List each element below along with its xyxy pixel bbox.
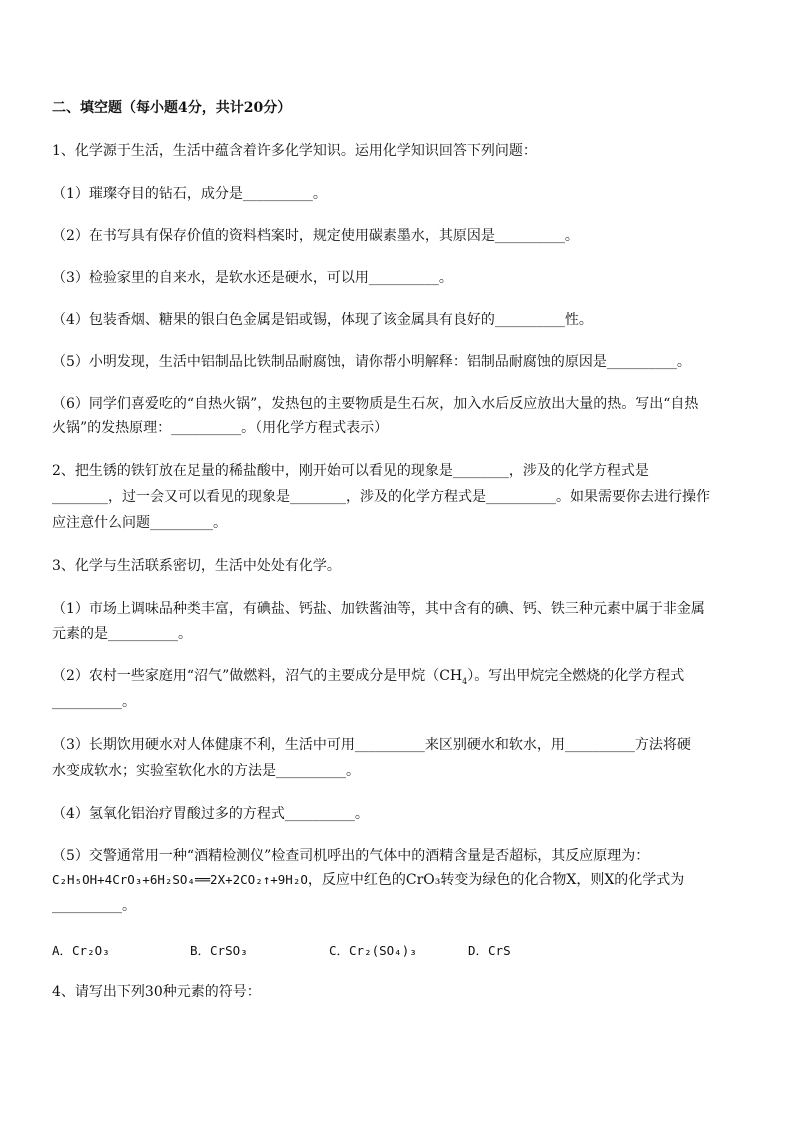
q3-part2-text-b: ）。写出甲烷完全燃烧的化学方程式 — [467, 668, 685, 684]
q3-part5-line1: （5）交警通常用一种“酒精检测仪”检查司机呼出的气体中的酒精含量是否超标，其反应原理为： — [52, 848, 650, 864]
q1-part1: （1）璀璨夺目的钻石，成分是__________。 — [52, 186, 327, 202]
q1-part6-line1: （6）同学们喜爱吃的“自热火锅”，发热包的主要物质是生石灰，加入水后反应放出大量的热。写出“自热 — [52, 396, 699, 412]
q3-part2-text-a: （2）农村一些家庭用“沼气”做燃料，沼气的主要成分是甲烷（CH — [52, 668, 463, 684]
option-c[interactable]: C．Cr₂(SO₄)₃ — [329, 943, 417, 958]
q3-part3-line2: 水变成软水；实验室软化水的方法是__________。 — [52, 763, 360, 779]
q2-line3: 应注意什么问题_________。 — [52, 515, 227, 531]
q1-part4: （4）包装香烟、糖果的银白色金属是铝或锡，体现了该金属具有良好的__________性。 — [52, 312, 593, 328]
q3-part5-line2-text: ，反应中红色的CrO₃转变为绿色的化合物X，则X的化学式为 — [307, 872, 685, 888]
q3-part1-line1: （1）市场上调味品种类丰富，有碘盐、钙盐、加铁酱油等，其中含有的碘、钙、铁三种元素中属于非金属 — [52, 601, 705, 617]
q2-line2: ________，过一会又可以看见的现象是________，涉及的化学方程式是__________。如果需要你去进行操作 — [52, 489, 710, 505]
option-b[interactable]: B．CrSO₃ — [190, 943, 248, 958]
q3-part4: （4）氢氧化铝治疗胃酸过多的方程式__________。 — [52, 806, 369, 822]
q1-part2: （2）在书写具有保存价值的资料档案时，规定使用碳素墨水，其原因是__________。 — [52, 228, 579, 244]
q1-stem: 1、化学源于生活，生活中蕴含着许多化学知识。运用化学知识回答下列问题： — [52, 143, 537, 159]
section-heading: 二、填空题（每小题4分，共计20分） — [52, 100, 292, 116]
q3-part3-line1: （3）长期饮用硬水对人体健康不利，生活中可用__________来区别硬水和软水，用__________方法将硬 — [52, 737, 691, 753]
q1-part5: （5）小明发现，生活中铝制品比铁制品耐腐蚀，请你帮小明解释：铝制品耐腐蚀的原因是__________。 — [52, 354, 691, 370]
q1-part6-line2: 火锅”的发热原理：__________。（用化学方程式表示） — [52, 420, 389, 436]
q4-stem: 4、请写出下列30种元素的符号： — [52, 984, 261, 1000]
reaction-equation: C₂H₅OH+4CrO₃+6H₂SO₄══2X+2CO₂↑+9H₂O — [52, 872, 308, 887]
q3-part5-line2 — [52, 872, 684, 888]
q2-line1: 2、把生锈的铁钉放在足量的稀盐酸中，刚开始可以看见的现象是________，涉及的化学方程式是 — [52, 463, 649, 479]
q3-part2-line2: __________。 — [52, 694, 136, 710]
q3-part5-line3: __________。 — [52, 898, 136, 914]
q3-part2-line1 — [52, 668, 684, 684]
q3-part2-subscript: 4 — [462, 676, 468, 686]
option-d[interactable]: D．CrS — [468, 943, 511, 958]
q3-stem: 3、化学与生活联系密切，生活中处处有化学。 — [52, 558, 341, 574]
option-a[interactable]: A．Cr₂O₃ — [52, 943, 110, 958]
q1-part3: （3）检验家里的自来水，是软水还是硬水，可以用__________。 — [52, 270, 453, 286]
q3-part1-line2: 元素的是__________。 — [52, 626, 192, 642]
